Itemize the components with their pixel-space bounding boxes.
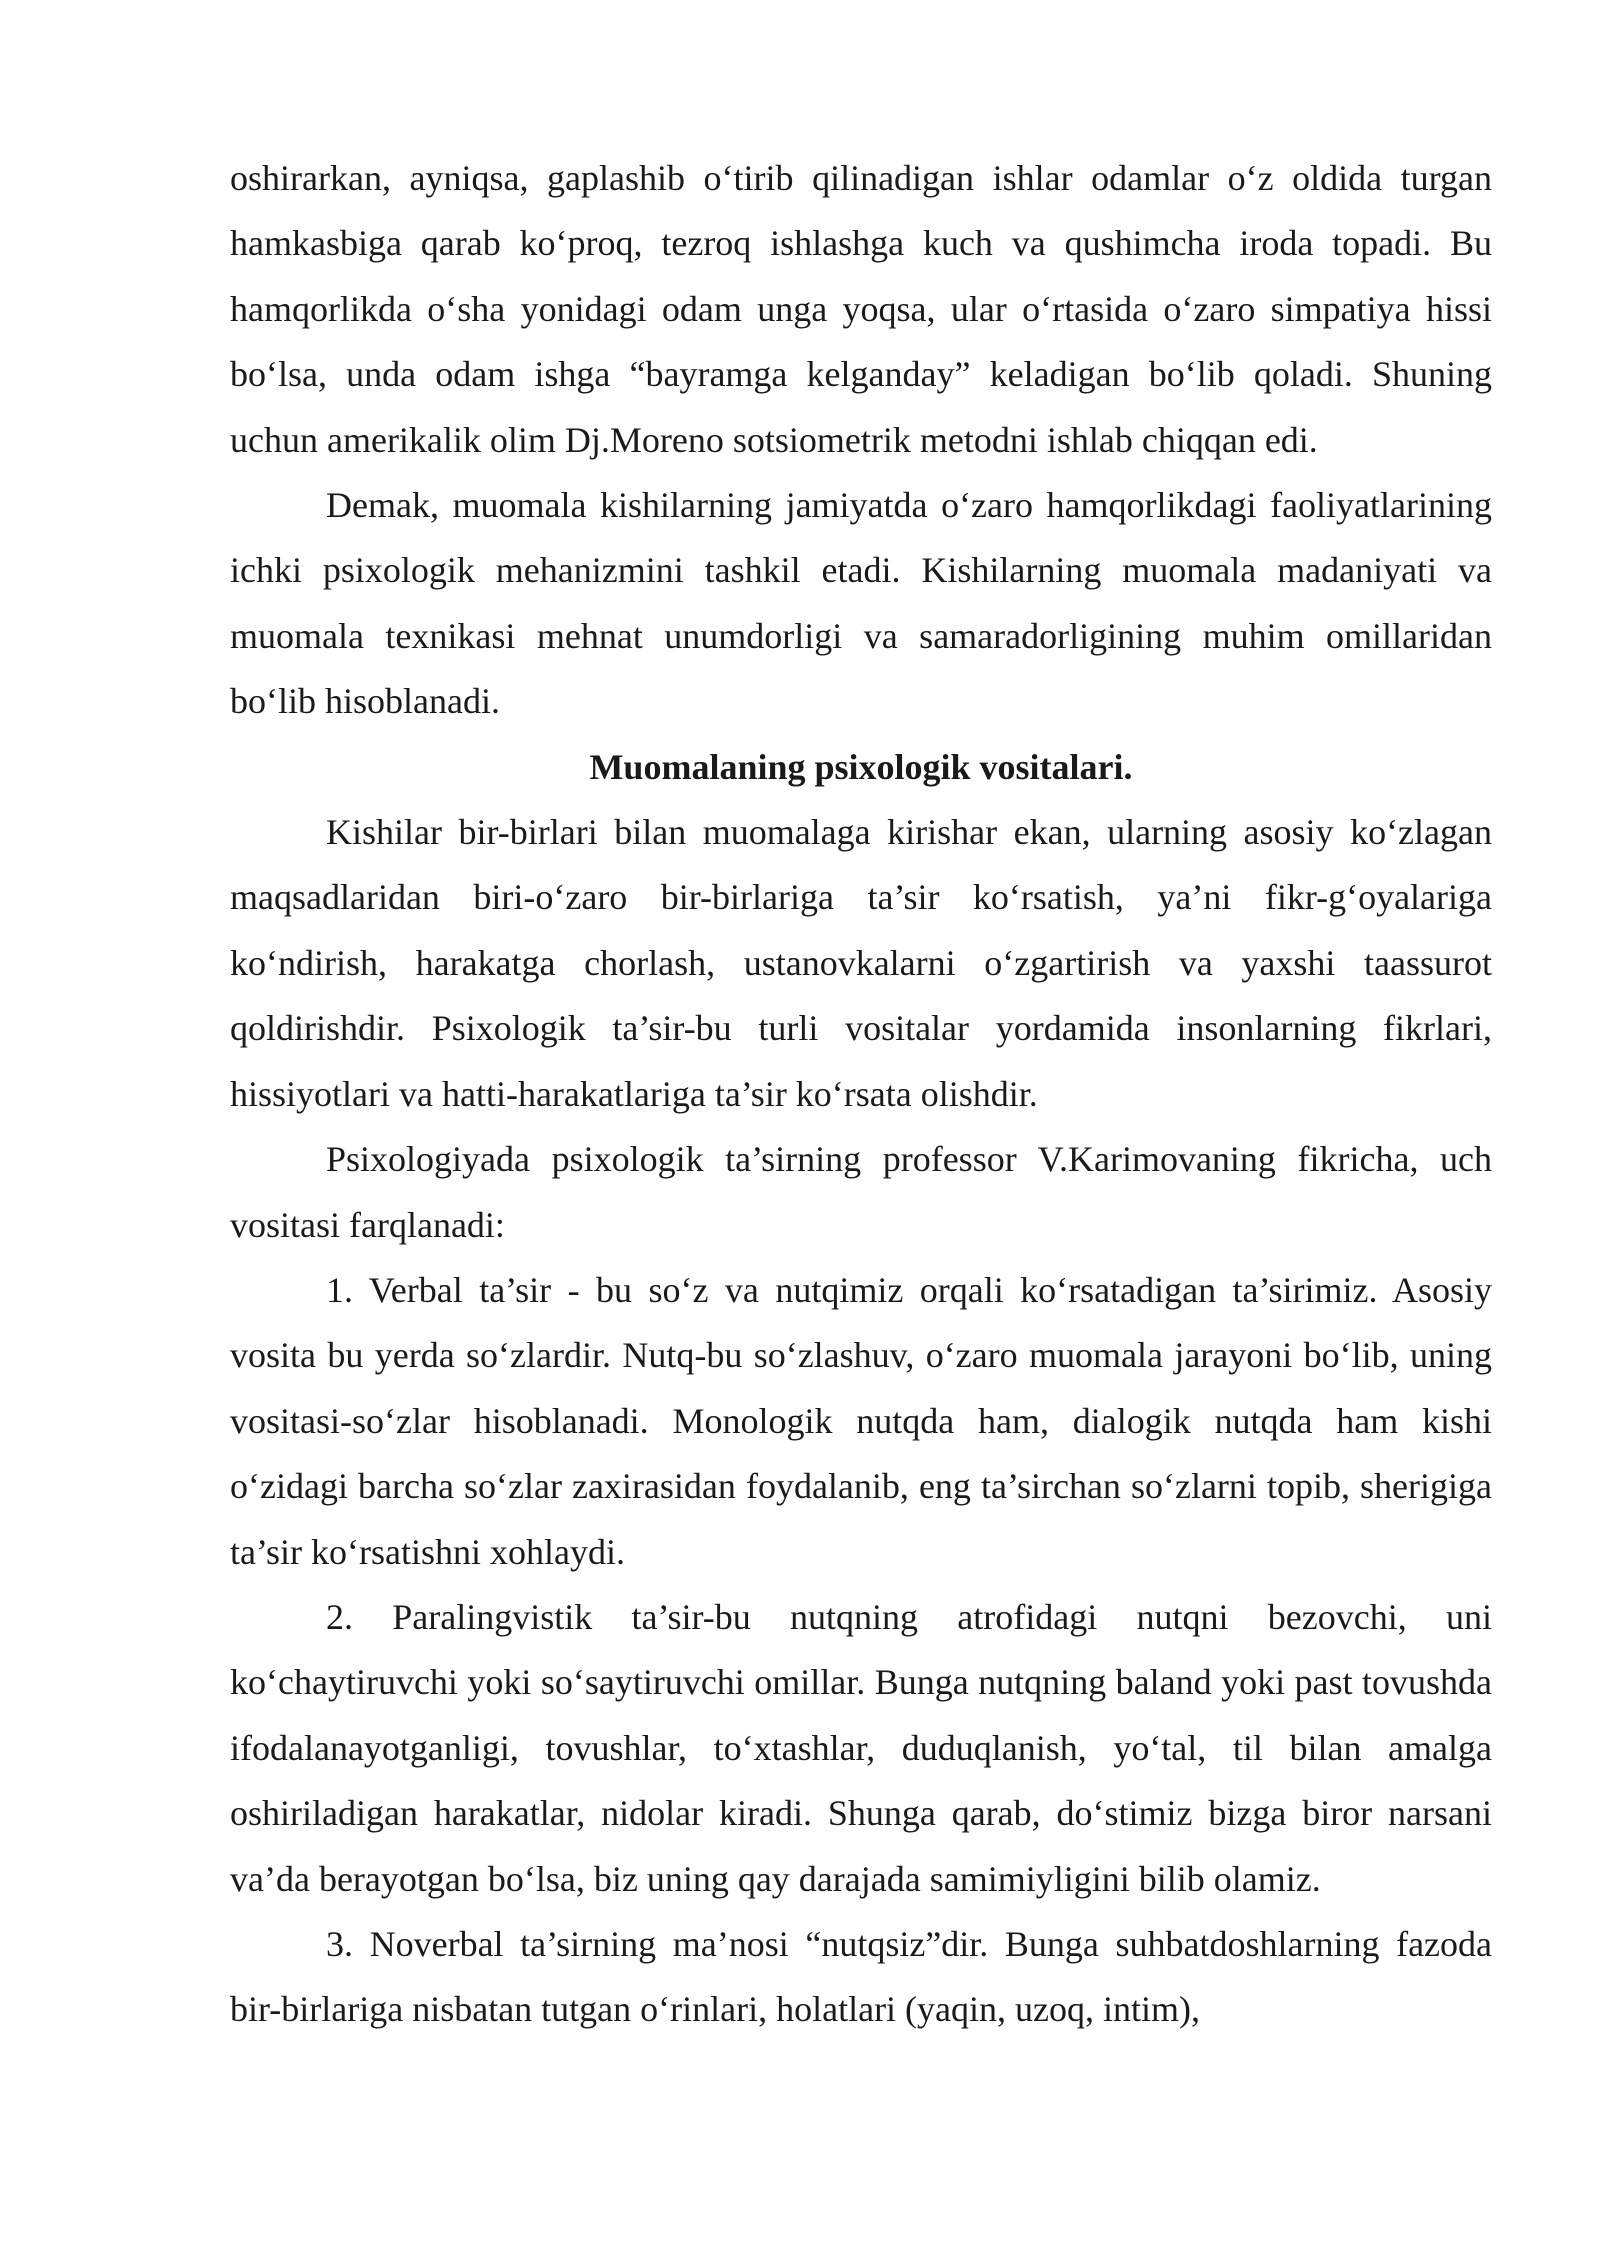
list-item-verbal: 1. Verbal ta’sir - bu so‘z va nutqimiz orqali ko‘rsatadigan ta’sirimiz. Asosiy vosita bu yerda so‘zlardir. Nutq-bu so‘zlashuv, o‘zaro muomala jarayoni bo‘lib, uning vositasi-so‘zlar hisoblanadi. Monologik nutqda ham, dialogik nutqda ham kishi o‘zidagi barcha so‘zlar zaxirasidan foydalanib, eng ta’sirchan so‘zlarni topib, sherigiga ta’sir ko‘rsatishni xohlaydi.	[230, 1269, 1492, 1572]
paragraph-continuation: oshirarkan, ayniqsa, gaplashib o‘tirib qilinadigan ishlar odamlar o‘z oldida turgan hamkasbiga qarab ko‘proq, tezroq ishlashga kuch va qushimcha iroda topadi. Bu hamqorlikda o‘sha yonidagi odam unga yoqsa, ular o‘rtasida o‘zaro simpatiya hissi bo‘lsa, unda odam ishga “bayramga kelganday” keladigan bo‘lib qoladi. Shuning uchun amerikalik olim Dj.Moreno sotsiometrik metodni ishlab chiqqan edi.	[230, 158, 1492, 460]
document-page	[230, 146, 1492, 2043]
paragraph-demak: Demak, muomala kishilarning jamiyatda o‘zaro hamqorlikdagi faoliyatlarining ichki psixologik mehanizmini tashkil etadi. Kishilarning muomala madaniyati va muomala texnikasi mehnat unumdorligi va samaradorligining muhim omillaridan bo‘lib hisoblanadi.	[230, 485, 1492, 722]
list-item-paralingvistik: 2. Paralingvistik ta’sir-bu nutqning atrofidagi nutqni bezovchi, uni ko‘chaytiruvchi yoki so‘saytiruvchi omillar. Bunga nutqning baland yoki past tovushda ifodalanayotganligi, tovushlar, to‘xtashlar, duduqlanish, yo‘tal, til bilan amalga oshiriladigan harakatlar, nidolar kiradi. Shunga qarab, do‘stimiz bizga biror narsani va’da berayotgan bo‘lsa, biz uning qay darajada samimiyligini bilib olamiz.	[230, 1596, 1492, 1899]
section-heading: Muomalaning psixologik vositalari.	[589, 746, 1133, 787]
paragraph-kishilar: Kishilar bir-birlari bilan muomalaga kirishar ekan, ularning asosiy ko‘zlagan maqsadlaridan biri-o‘zaro bir-birlariga ta’sir ko‘rsatish, ya’ni fikr-g‘oyalariga ko‘ndirish, harakatga chorlash, ustanovkalarni o‘zgartirish va yaxshi taassurot qoldirishdir. Psixologik ta’sir-bu turli vositalar yordamida insonlarning fikrlari, hissiyotlari va hatti-harakatlariga ta’sir ko‘rsata olishdir.	[230, 812, 1492, 1114]
list-item-noverbal: 3. Noverbal ta’sirning ma’nosi “nutqsiz”dir. Bunga suhbatdoshlarning fazoda bir-birlariga nisbatan tutgan o‘rinlari, holatlari (yaqin, uzoq, intim),	[230, 1923, 1492, 2030]
paragraph-psixologiyada: Psixologiyada psixologik ta’sirning professor V.Karimovaning fikricha, uch vositasi farqlanadi:	[230, 1139, 1492, 1245]
